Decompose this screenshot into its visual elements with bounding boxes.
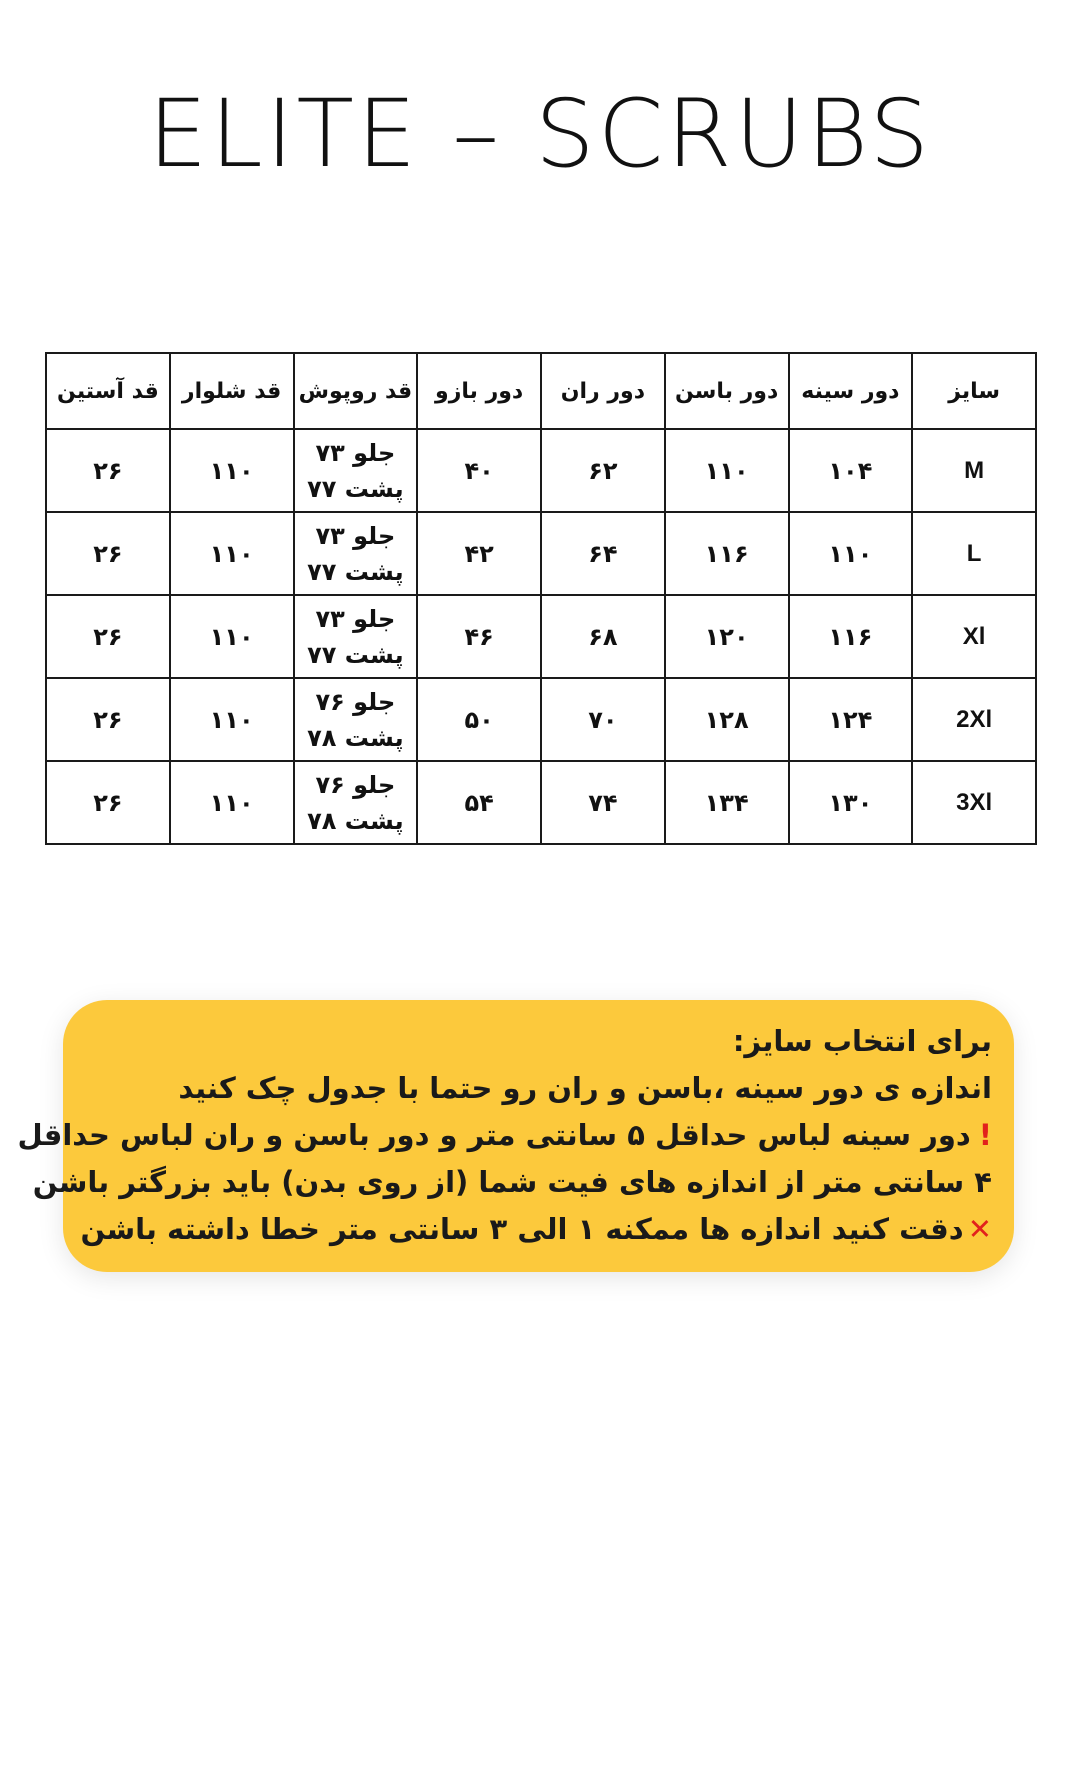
arm-cell: ۴۶ — [417, 595, 541, 678]
size-guide-note — [17, 1000, 1014, 1272]
header-arm: دور بازو — [417, 353, 541, 429]
chest-cell: ۱۳۰ — [789, 761, 913, 844]
coat-back: پشت ۷۷ — [307, 557, 404, 586]
exclamation-icon: ! — [978, 1118, 992, 1152]
thigh-cell: ۷۴ — [541, 761, 665, 844]
note-line-text: دقت کنید اندازه ها ممکنه ۱ الی ۳ سانتی متر خطا داشته باشن — [80, 1212, 964, 1246]
coat-front: جلو ۷۳ — [315, 438, 396, 467]
arm-cell: ۴۲ — [417, 512, 541, 595]
table-row — [46, 429, 1036, 512]
header-thigh: دور ران — [541, 353, 665, 429]
arm-cell: ۵۴ — [417, 761, 541, 844]
size-cell: Xl — [912, 595, 1036, 678]
coat-front: جلو ۷۶ — [315, 770, 396, 799]
coat-length-cell — [294, 512, 418, 595]
table-header-row — [46, 353, 1036, 429]
cross-icon: ✕ — [967, 1212, 992, 1246]
note-line: اندازه ی دور سینه ،باسن و ران رو حتما با جدول چک کنید — [178, 1071, 992, 1105]
pants-length-cell: ۱۱۰ — [170, 512, 294, 595]
arm-cell: ۴۰ — [417, 429, 541, 512]
sleeve-length-cell: ۲۶ — [46, 512, 170, 595]
header-chest: دور سینه — [789, 353, 913, 429]
chest-cell: ۱۱۰ — [789, 512, 913, 595]
hip-cell: ۱۲۸ — [665, 678, 789, 761]
chest-cell: ۱۰۴ — [789, 429, 913, 512]
sleeve-length-cell: ۲۶ — [46, 595, 170, 678]
size-cell: 3Xl — [912, 761, 1036, 844]
pants-length-cell: ۱۱۰ — [170, 595, 294, 678]
coat-length-cell — [294, 761, 418, 844]
coat-front: جلو ۷۶ — [315, 687, 396, 716]
header-pants-length: قد شلوار — [170, 353, 294, 429]
header-coat-length: قد روپوش — [294, 353, 418, 429]
hip-cell: ۱۱۶ — [665, 512, 789, 595]
coat-length-cell — [294, 595, 418, 678]
header-size: سایز — [912, 353, 1036, 429]
pants-length-cell: ۱۱۰ — [170, 429, 294, 512]
note-line — [80, 1206, 992, 1253]
table-row — [46, 512, 1036, 595]
pants-length-cell: ۱۱۰ — [170, 761, 294, 844]
coat-back: پشت ۷۷ — [307, 474, 404, 503]
thigh-cell: ۶۲ — [541, 429, 665, 512]
size-chart-table — [45, 352, 1037, 845]
arm-cell: ۵۰ — [417, 678, 541, 761]
size-cell: L — [912, 512, 1036, 595]
table-row — [46, 595, 1036, 678]
coat-back: پشت ۷۸ — [307, 806, 404, 835]
header-sleeve-length: قد آستین — [46, 353, 170, 429]
table-row — [46, 678, 1036, 761]
note-line — [17, 1112, 992, 1159]
hip-cell: ۱۳۴ — [665, 761, 789, 844]
thigh-cell: ۷۰ — [541, 678, 665, 761]
sleeve-length-cell: ۲۶ — [46, 761, 170, 844]
note-line: ۴ سانتی متر از اندازه های فیت شما (از روی بدن) باید بزرگتر باشن — [32, 1165, 992, 1199]
hip-cell: ۱۲۰ — [665, 595, 789, 678]
hip-cell: ۱۱۰ — [665, 429, 789, 512]
sleeve-length-cell: ۲۶ — [46, 429, 170, 512]
size-cell: M — [912, 429, 1036, 512]
coat-length-cell — [294, 429, 418, 512]
chest-cell: ۱۱۶ — [789, 595, 913, 678]
coat-back: پشت ۷۸ — [307, 723, 404, 752]
table-row — [46, 761, 1036, 844]
pants-length-cell: ۱۱۰ — [170, 678, 294, 761]
coat-front: جلو ۷۳ — [315, 604, 396, 633]
header-hip: دور باسن — [665, 353, 789, 429]
thigh-cell: ۶۴ — [541, 512, 665, 595]
size-cell: 2Xl — [912, 678, 1036, 761]
note-line-text: دور سینه لباس حداقل ۵ سانتی متر و دور باسن و ران لباس حداقل — [17, 1118, 971, 1152]
coat-front: جلو ۷۳ — [315, 521, 396, 550]
sleeve-length-cell: ۲۶ — [46, 678, 170, 761]
coat-back: پشت ۷۷ — [307, 640, 404, 669]
coat-length-cell — [294, 678, 418, 761]
note-heading: برای انتخاب سایز: — [732, 1024, 992, 1058]
thigh-cell: ۶۸ — [541, 595, 665, 678]
brand-title: ELITE – SCRUBS — [147, 80, 933, 189]
chest-cell: ۱۲۴ — [789, 678, 913, 761]
